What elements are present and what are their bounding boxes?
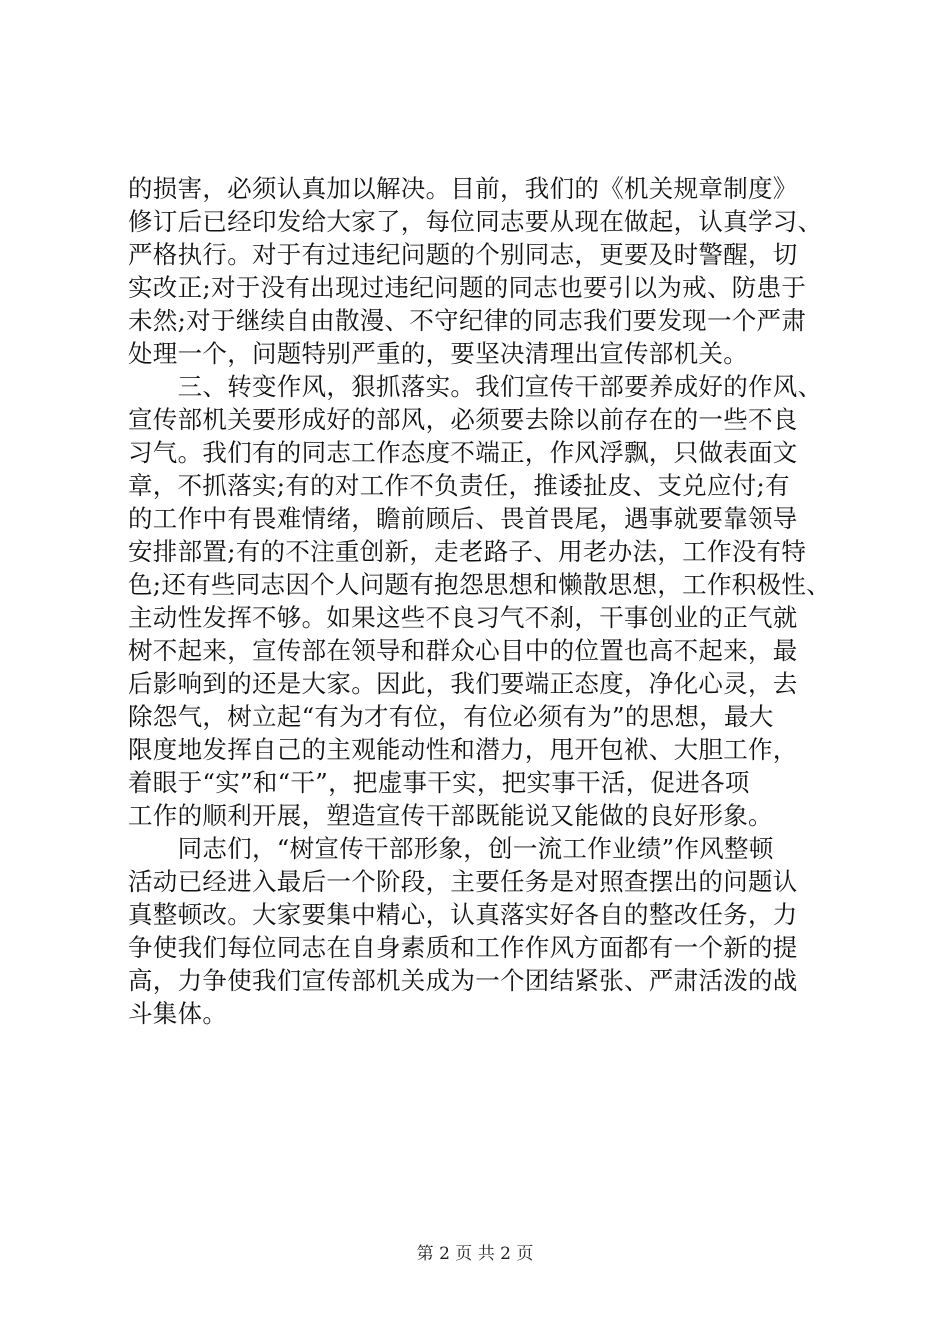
text-line: 除怨气，树立起“有为才有位，有位必须有为”的思想，最大 [128,702,774,731]
text-line: 色;还有些同志因个人问题有抱怨思想和懒散思想，工作积极性、 [128,570,831,599]
text-line: 工作的顺利开展，塑造宣传干部既能说又能做的良好形象。 [128,801,773,830]
text-line: 限度地发挥自己的主观能动性和潜力，甩开包袱、大胆工作， [128,735,798,764]
text-line: 主动性发挥不够。如果这些不良习气不刹，干事创业的正气就 [128,603,798,632]
text-line: 三、转变作风，狠抓落实。我们宣传干部要养成好的作风、 [128,372,823,401]
text-line: 严格执行。对于有过违纪问题的个别同志，更要及时警醒，切 [128,240,798,269]
text-line: 活动已经进入最后一个阶段，主要任务是对照查摆出的问题认 [128,867,798,896]
text-line: 真整顿改。大家要集中精心，认真落实好各自的整改任务，力 [128,900,798,929]
text-line: 安排部置;有的不注重创新，走老路子、用老办法，工作没有特 [128,537,807,566]
text-line: 实改正;对于没有出现过违纪问题的同志也要引以为戒、防患于 [128,273,807,302]
text-line: 宣传部机关要形成好的部风，必须要去除以前存在的一些不良 [128,405,798,434]
text-line: 争使我们每位同志在自身素质和工作作风方面都有一个新的提 [128,933,798,962]
text-line: 修订后已经印发给大家了，每位同志要从现在做起，认真学习、 [128,207,823,236]
text-line: 章，不抓落实;有的对工作不负责任，推诿扯皮、支兑应付;有 [128,471,790,500]
text-line: 着眼于“实”和“干”，把虚事干实，把实事干活，促进各项 [128,768,750,797]
text-line: 后影响到的还是大家。因此，我们要端正态度，净化心灵，去 [128,669,798,698]
body-text [128,172,838,1030]
text-line: 未然;对于继续自由散漫、不守纪律的同志我们要发现一个严肃 [128,306,807,335]
text-line: 的工作中有畏难情绪，瞻前顾后、畏首畏尾，遇事就要靠领导 [128,504,798,533]
text-line: 斗集体。 [128,999,228,1028]
text-line: 同志们，“树宣传干部形象，创一流工作业绩”作风整顿 [128,834,774,863]
text-line: 的损害，必须认真加以解决。目前，我们的《机关规章制度》 [128,174,798,203]
text-line: 高，力争使我们宣传部机关成为一个团结紧张、严肃活泼的战 [128,966,798,995]
page-number-footer: 第 2 页 共 2 页 [416,1244,534,1264]
text-line: 习气。我们有的同志工作态度不端正，作风浮飘，只做表面文 [128,438,798,467]
text-line: 处理一个，问题特别严重的，要坚决清理出宣传部机关。 [128,339,748,368]
text-line: 树不起来，宣传部在领导和群众心目中的位置也高不起来，最 [128,636,798,665]
